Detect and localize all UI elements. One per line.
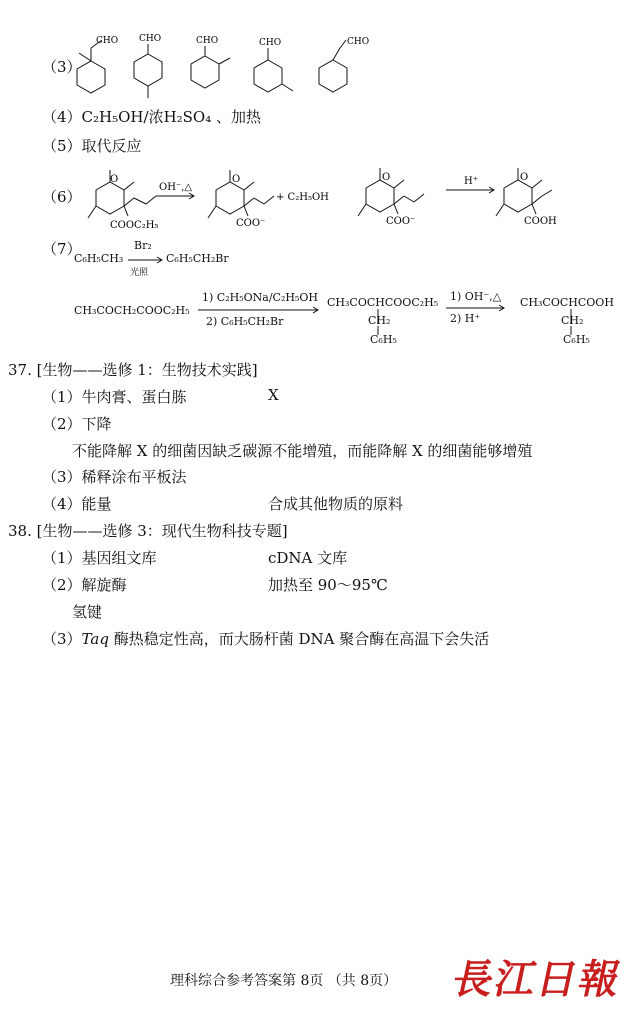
q7-arrow-1 [128, 256, 164, 264]
q37-l1-answer-b: X [268, 386, 279, 404]
q38-l1-answer-b: cDNA 文库 [268, 549, 348, 567]
q6-ethanol: + C₂H₅OH [276, 192, 329, 203]
q37-line-4 [42, 493, 112, 514]
q38-l1-answer-a: 基因组文库 [81, 549, 157, 567]
q6-condition-2: H⁺ [464, 176, 478, 187]
q4-line [42, 106, 261, 127]
q7-product: CH₃COCHCOOH [520, 296, 614, 309]
q7-light: 光照 [130, 268, 149, 278]
q7-step1-b: 2) C₆H₅CH₂Br [206, 315, 284, 328]
q6-acid: COOH [524, 216, 557, 227]
q7-start-material: CH₃COCH₂COOC₂H₅ [74, 304, 190, 317]
q6-oxo-1: O [110, 174, 119, 185]
q37-l4-answer-a: 能量 [81, 495, 112, 513]
page-footer: 理科综合参考答案第 8页 （共 8页） [170, 973, 398, 989]
q37-l3-number: （3） [42, 468, 82, 486]
q3-cho-5: CHO [347, 37, 370, 47]
q38-l1-number: （1） [42, 549, 82, 567]
q38-title: 38. [生物——选修 3：现代生物科技专题] [8, 522, 288, 540]
q3-cho-4: CHO [259, 38, 282, 48]
q7-product-ch2: CH₂ [561, 314, 584, 327]
q3-cho-1: CHO [96, 36, 119, 46]
q6-carboxylate-2: COO⁻ [386, 216, 416, 227]
q7-step2-b: 2) H⁺ [450, 312, 481, 325]
q7-number: （7） [42, 240, 82, 258]
q38-line-3 [42, 628, 489, 649]
q38-l2-number: （2） [42, 576, 82, 594]
q7-arrow-3 [446, 304, 506, 312]
q7-arrow-2 [198, 306, 320, 314]
q5-answer: 取代反应 [81, 137, 142, 155]
q5-number: （5） [42, 137, 82, 155]
q37-l4-answer-b: 合成其他物质的原料 [268, 495, 404, 513]
q38-line-2 [42, 574, 127, 595]
q38-l3-answer: 酶热稳定性高，而大肠杆菌 DNA 聚合酶在高温下会失活 [108, 630, 490, 648]
q37-l2-number: （2） [42, 415, 82, 433]
q6-oxo-3: O [382, 172, 391, 183]
q38-l3-taq: Taq [81, 630, 109, 648]
q6-carboxylate-1: COO⁻ [236, 218, 266, 229]
q4-reagent: C₂H₅OH/浓H₂SO₄ 、加热 [81, 108, 262, 126]
q7-bromine: Br₂ [134, 239, 152, 252]
q38-l3-number: （3） [42, 630, 82, 648]
q38-line-1 [42, 547, 157, 568]
q37-line-2 [42, 413, 112, 434]
q37-l2-answer-a: 下降 [81, 415, 112, 433]
q3-number: （3） [42, 58, 82, 76]
q38-l2-answer-c: 氢键 [72, 603, 103, 621]
q6-oxo-4: O [520, 172, 529, 183]
q7-intermediate-ch2: CH₂ [368, 314, 391, 327]
q7-benzyl-bromide: C₆H₅CH₂Br [166, 252, 229, 265]
q38-l2-answer-b: 加热至 90～95℃ [268, 576, 388, 594]
q7-intermediate: CH₃COCHCOOC₂H₅ [327, 296, 439, 309]
q37-title: 37. [生物——选修 1：生物技术实践] [8, 361, 258, 379]
q6-reaction [66, 160, 606, 240]
q38-l2-answer-a: 解旋酶 [81, 576, 127, 594]
q37-l2-answer-b: 不能降解 X 的细菌因缺乏碳源不能增殖，而能降解 X 的细菌能够增殖 [72, 442, 533, 460]
q7-product-ph: C₆H₅ [563, 333, 590, 346]
q6-condition-1: OH⁻,△ [159, 182, 193, 193]
q3-cho-3: CHO [196, 36, 219, 46]
q37-line-3 [42, 466, 187, 487]
q7-step2-a: 1) OH⁻,△ [450, 290, 502, 303]
q7-step1-a: 1) C₂H₅ONa/C₂H₅OH [202, 291, 318, 304]
q37-l1-answer-a: 牛肉膏、蛋白胨 [81, 388, 187, 406]
watermark-logo: 長江日報 [448, 956, 627, 1003]
q7-intermediate-ph: C₆H₅ [370, 333, 397, 346]
q7-toluene: C₆H₅CH₃ [74, 252, 124, 265]
q37-l4-number: （4） [42, 495, 82, 513]
q3-structures [68, 26, 398, 106]
q5-line [42, 135, 142, 156]
q4-number: （4） [42, 108, 82, 126]
q6-number: （6） [42, 188, 82, 206]
q37-line-1 [42, 386, 187, 407]
q6-oxo-2: O [232, 174, 241, 185]
q3-cho-2: CHO [139, 34, 162, 44]
q37-l1-number: （1） [42, 388, 82, 406]
q6-ester: COOC₂H₅ [110, 220, 159, 231]
q37-l3-answer: 稀释涂布平板法 [81, 468, 187, 486]
